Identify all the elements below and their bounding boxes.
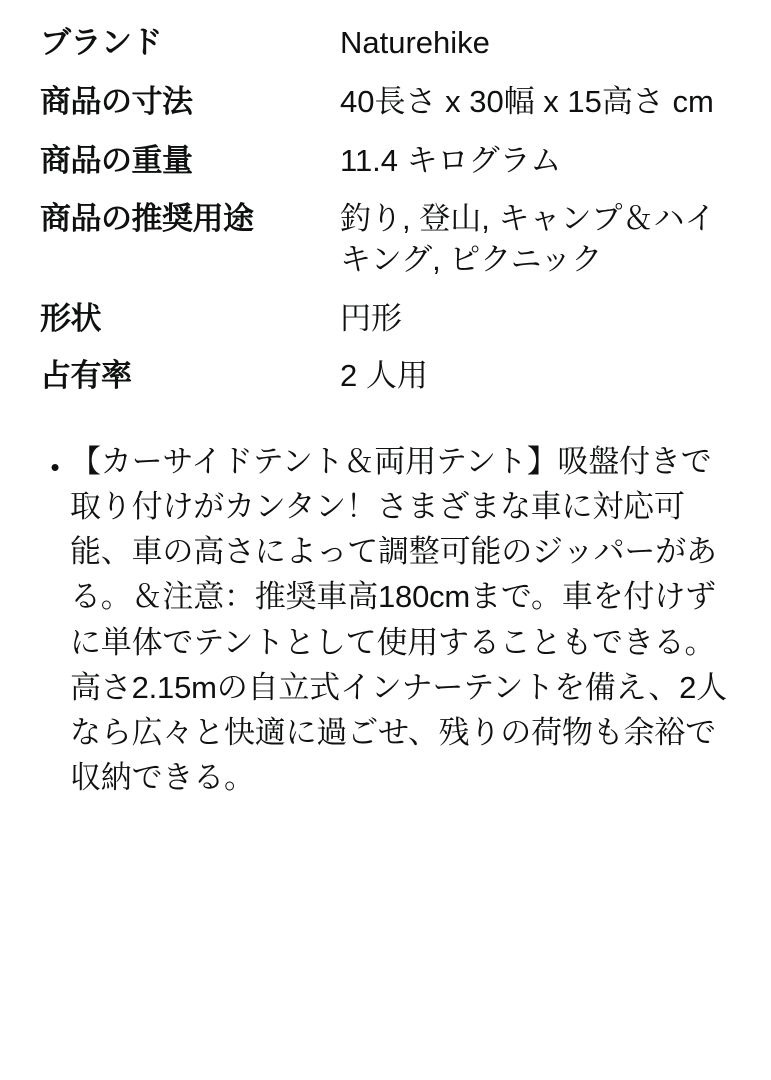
table-row bbox=[40, 22, 741, 81]
spec-label-shape: 形状 bbox=[40, 301, 101, 337]
spec-label-dimensions: 商品の寸法 bbox=[40, 84, 193, 120]
spec-value-shape: 円形 bbox=[340, 301, 402, 337]
spec-value-capacity: 2 人用 bbox=[340, 358, 428, 394]
spec-value-brand: Naturehike bbox=[340, 25, 490, 60]
spec-value-weight: 11.4 キログラム bbox=[340, 143, 562, 179]
table-row bbox=[40, 81, 741, 140]
spec-label-capacity: 占有率 bbox=[40, 358, 132, 394]
spec-value-dimensions: 40長さ x 30幅 x 15高さ cm bbox=[340, 84, 714, 120]
spec-label-recommended-uses: 商品の推奨用途 bbox=[40, 200, 254, 236]
table-row bbox=[40, 355, 741, 414]
spec-value-recommended-uses: 釣り, 登山, キャンプ＆ハイキング, ピクニック bbox=[340, 200, 716, 277]
table-row bbox=[40, 298, 741, 355]
bullet-point-icon: • bbox=[50, 451, 60, 482]
product-specification-table bbox=[40, 22, 741, 415]
table-row bbox=[40, 140, 741, 197]
list-item bbox=[40, 439, 741, 801]
spec-label-brand: ブランド bbox=[40, 25, 162, 60]
feature-description-text: 【カーサイドテント＆両用テント】吸盤付きで取り付けがカンタン！さまざまな車に対応可能、車の高さによって調整可能のジッパーがある。＆注意：推奨車高180cmまで。車を付けずに単体でテントとして使用することもできる。高さ2.15mの自立式インナーテントを備え、2人なら広々と快適に過ごせ、残りの荷物も余裕で収納できる。 bbox=[70, 443, 727, 796]
spec-label-weight: 商品の重量 bbox=[40, 143, 193, 179]
table-row bbox=[40, 198, 741, 298]
